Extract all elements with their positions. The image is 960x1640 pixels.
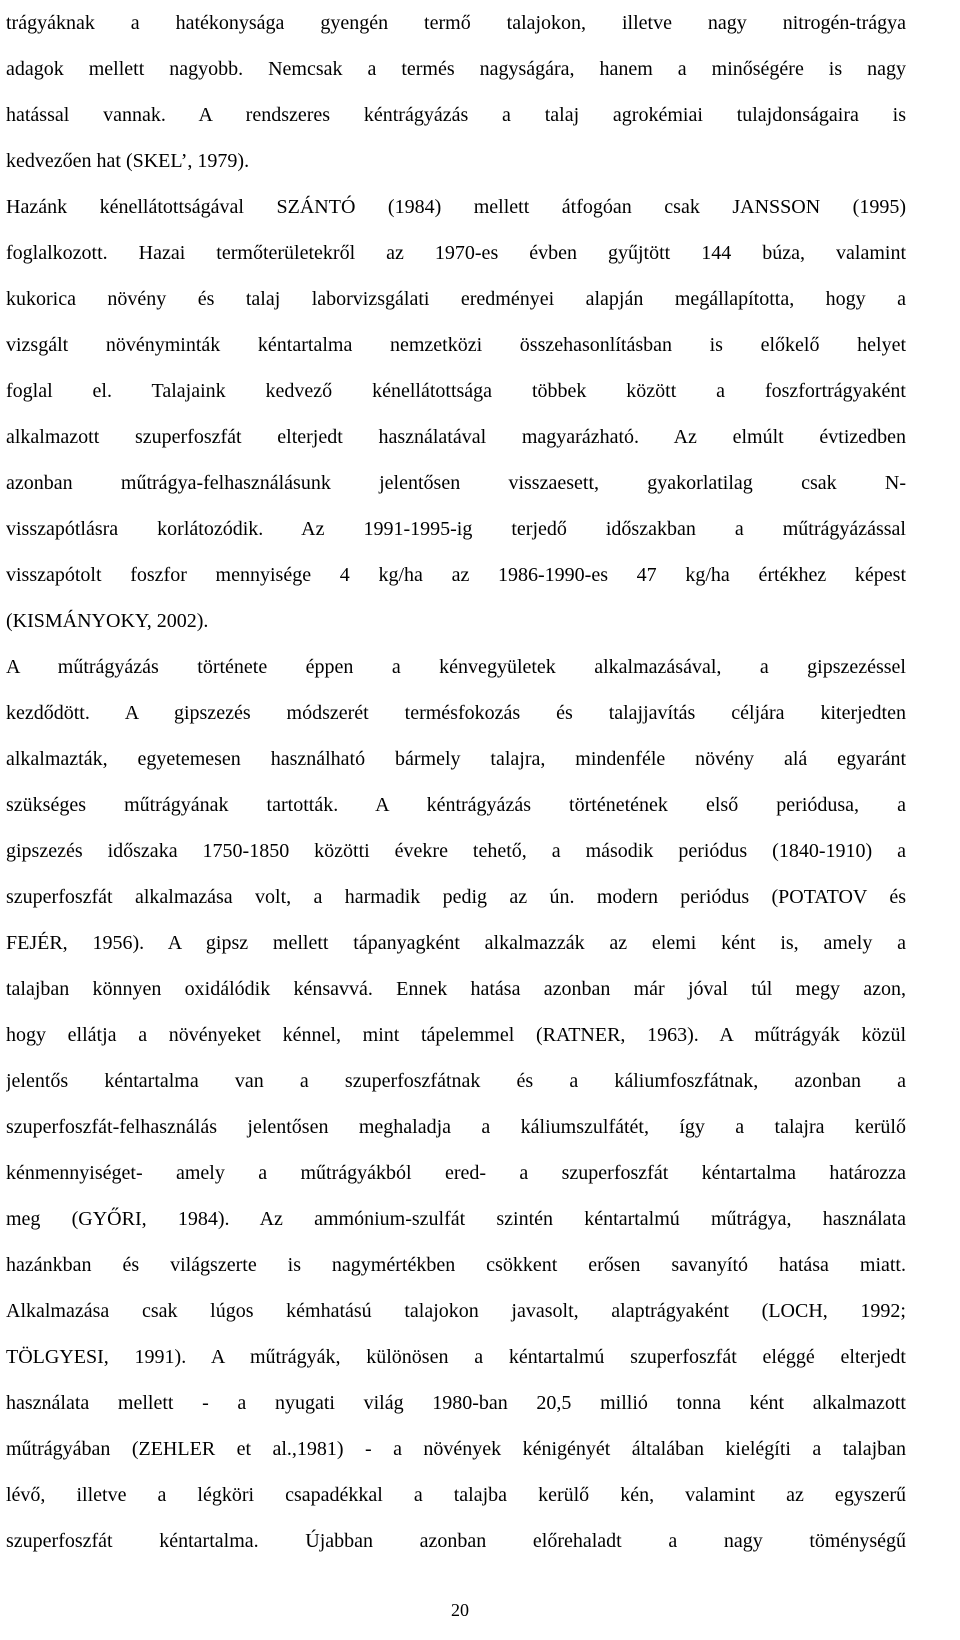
text-line-content: Alkalmazása csak lúgos kémhatású talajokon javasolt, alaptrágyaként (LOCH, 1992;: [6, 1300, 906, 1322]
text-line: [6, 506, 906, 552]
text-line: [6, 828, 906, 874]
text-line: [6, 1518, 906, 1564]
text-line: [6, 1380, 906, 1426]
text-line-content: alkalmazták, egyetemesen használható bármely talajra, mindenféle növény alá egyaránt: [6, 748, 906, 770]
text-line-content: Hazánk kénellátottságával SZÁNTÓ (1984) mellett átfogóan csak JANSSON (1995): [6, 196, 906, 218]
page-number: 20: [451, 1600, 469, 1620]
text-line: [6, 322, 906, 368]
text-line-content: TÖLGYESI, 1991). A műtrágyák, különösen a kéntartalmú szuperfoszfát eléggé elterjedt: [6, 1346, 906, 1368]
text-line: [6, 46, 906, 92]
text-line: [6, 138, 906, 184]
text-line: [6, 920, 906, 966]
text-line: [6, 0, 906, 46]
text-line-content: visszapótolt foszfor mennyisége 4 kg/ha az 1986-1990-es 47 kg/ha értékhez képest: [6, 564, 906, 586]
text-line: [6, 414, 906, 460]
text-line: [6, 1288, 906, 1334]
body-text: [6, 0, 906, 1564]
text-line: [6, 230, 906, 276]
text-line: [6, 1150, 906, 1196]
text-line: [6, 552, 906, 598]
text-line: [6, 874, 906, 920]
text-line: [6, 368, 906, 414]
text-line-content: trágyáknak a hatékonysága gyengén termő talajokon, illetve nagy nitrogén-trágya: [6, 12, 906, 34]
text-line-content: szükséges műtrágyának tartották. A kéntrágyázás történetének első periódusa, a: [6, 794, 906, 816]
text-line-content: talajban könnyen oxidálódik kénsavvá. Ennek hatása azonban már jóval túl megy azon,: [6, 978, 906, 1000]
text-line-content: gipszezés időszaka 1750-1850 közötti évekre tehető, a második periódus (1840-1910) a: [6, 840, 906, 862]
text-line-content: alkalmazott szuperfoszfát elterjedt használatával magyarázható. Az elmúlt évtizedben: [6, 426, 906, 448]
text-line-content: hatással vannak. A rendszeres kéntrágyázás a talaj agrokémiai tulajdonságaira is: [6, 104, 906, 126]
text-line: [6, 1012, 906, 1058]
text-line: [6, 184, 906, 230]
text-line: [6, 690, 906, 736]
text-line: [6, 1058, 906, 1104]
text-line: [6, 1426, 906, 1472]
text-line-content: hazánkban és világszerte is nagymértékben csökkent erősen savanyító hatása miatt.: [6, 1254, 906, 1276]
text-line-content: azonban műtrágya-felhasználásunk jelentősen visszaesett, gyakorlatilag csak N-: [6, 472, 906, 494]
text-line-content: használata mellett - a nyugati világ 1980-ban 20,5 millió tonna ként alkalmazott: [6, 1392, 906, 1414]
text-line-content: adagok mellett nagyobb. Nemcsak a termés nagyságára, hanem a minőségére is nagy: [6, 58, 906, 80]
text-line-content: lévő, illetve a légköri csapadékkal a talajba kerülő kén, valamint az egyszerű: [6, 1484, 906, 1506]
text-line: [6, 460, 906, 506]
text-line: [6, 1196, 906, 1242]
text-line: [6, 782, 906, 828]
text-line-content: A műtrágyázás története éppen a kénvegyületek alkalmazásával, a gipszezéssel: [6, 656, 906, 678]
text-line: [6, 92, 906, 138]
text-line-content: szuperfoszfát alkalmazása volt, a harmadik pedig az ún. modern periódus (POTATOV és: [6, 886, 906, 908]
text-line-content: meg (GYŐRI, 1984). Az ammónium-szulfát szintén kéntartalmú műtrágya, használata: [6, 1208, 906, 1230]
text-line-content: szuperfoszfát-felhasználás jelentősen meghaladja a káliumszulfátét, így a talajra kerülő: [6, 1116, 906, 1138]
text-line-content: FEJÉR, 1956). A gipsz mellett tápanyagként alkalmazzák az elemi ként is, amely a: [6, 932, 906, 954]
text-line: [6, 276, 906, 322]
text-line-content: visszapótlásra korlátozódik. Az 1991-1995-ig terjedő időszakban a műtrágyázással: [6, 518, 906, 540]
text-line-content: kezdődött. A gipszezés módszerét termésfokozás és talajjavítás céljára kiterjedten: [6, 702, 906, 724]
text-line-content: műtrágyában (ZEHLER et al.,1981) - a növények kénigényét általában kielégíti a talajban: [6, 1438, 906, 1460]
text-line-content: kedvezően hat (SKEL’, 1979).: [6, 150, 250, 172]
text-line-content: foglal el. Talajaink kedvező kénellátottsága többek között a foszfortrágyaként: [6, 380, 906, 402]
text-line-content: vizsgált növényminták kéntartalma nemzetközi összehasonlításban is előkelő helyet: [6, 334, 906, 356]
text-line: [6, 1104, 906, 1150]
text-line: [6, 598, 906, 644]
text-line-content: kénmennyiséget- amely a műtrágyákból ered- a szuperfoszfát kéntartalma határozza: [6, 1162, 906, 1184]
text-line-content: hogy ellátja a növényeket kénnel, mint tápelemmel (RATNER, 1963). A műtrágyák közül: [6, 1024, 906, 1046]
text-line-content: kukorica növény és talaj laborvizsgálati eredményei alapján megállapította, hogy a: [6, 288, 906, 310]
text-line: [6, 1472, 906, 1518]
text-line: [6, 1242, 906, 1288]
text-line: [6, 1334, 906, 1380]
text-line-content: jelentős kéntartalma van a szuperfoszfátnak és a káliumfoszfátnak, azonban a: [6, 1070, 906, 1092]
text-line-content: (KISMÁNYOKY, 2002).: [6, 610, 209, 632]
text-line-content: szuperfoszfát kéntartalma. Újabban azonban előrehaladt a nagy töménységű: [6, 1530, 906, 1552]
text-line: [6, 736, 906, 782]
text-line: [6, 966, 906, 1012]
text-line: [6, 644, 906, 690]
text-line-content: foglalkozott. Hazai termőterületekről az 1970-es évben gyűjtött 144 búza, valamint: [6, 242, 906, 264]
